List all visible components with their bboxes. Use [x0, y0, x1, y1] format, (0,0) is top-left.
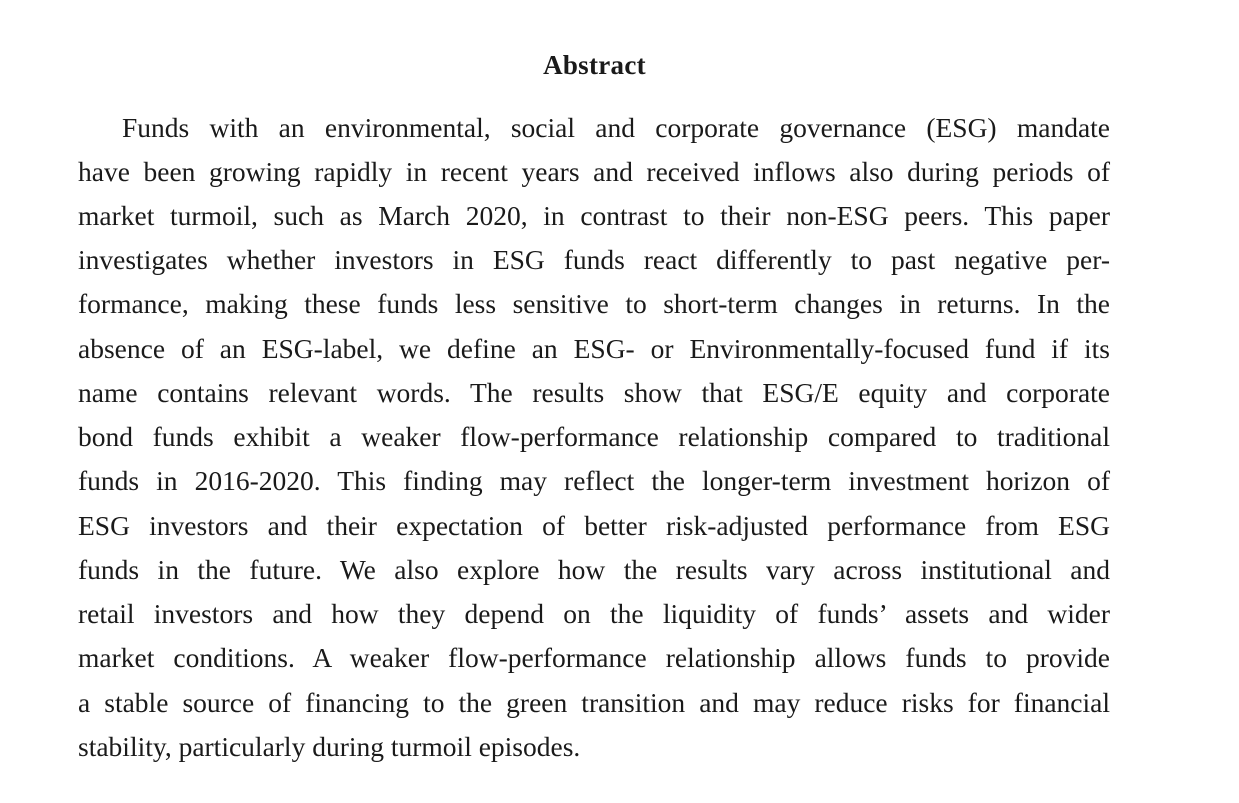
abstract-line: ESG investors and their expectation of better risk-adjusted performance from ESG: [78, 510, 1110, 541]
abstract-line: absence of an ESG-label, we define an ESG- or Environmentally-focused fund if its: [78, 333, 1110, 364]
abstract-line: market turmoil, such as March 2020, in contrast to their non-ESG peers. This paper: [78, 200, 1110, 231]
abstract-line: investigates whether investors in ESG funds react differently to past negative per-: [78, 244, 1110, 275]
abstract-line: a stable source of financing to the green transition and may reduce risks for financial: [78, 687, 1110, 718]
abstract-line: Funds with an environmental, social and corporate governance (ESG) mandate: [122, 112, 1110, 143]
abstract-line: retail investors and how they depend on the liquidity of funds’ assets and wider: [78, 598, 1110, 629]
abstract-line: funds in the future. We also explore how the results vary across institutional and: [78, 554, 1110, 585]
abstract-line: funds in 2016-2020. This finding may reflect the longer-term investment horizon of: [78, 465, 1110, 496]
abstract-line: stability, particularly during turmoil episodes.: [78, 731, 581, 762]
abstract-line: bond funds exhibit a weaker flow-performance relationship compared to traditional: [78, 421, 1110, 452]
abstract-line: formance, making these funds less sensitive to short-term changes in returns. In the: [78, 288, 1110, 319]
abstract-line: market conditions. A weaker flow-performance relationship allows funds to provide: [78, 642, 1110, 673]
abstract-line: have been growing rapidly in recent years and received inflows also during periods of: [78, 156, 1110, 187]
abstract-line: name contains relevant words. The results show that ESG/E equity and corporate: [78, 377, 1110, 408]
abstract-heading: Abstract: [543, 50, 646, 80]
